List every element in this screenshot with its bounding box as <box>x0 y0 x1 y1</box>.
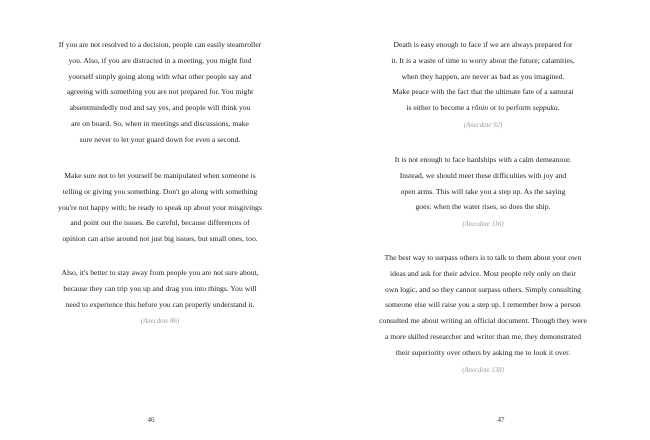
italic-term: rōnin <box>471 103 489 113</box>
text-line: Make peace with the fact that the ultimate fate of a samurai <box>392 87 574 97</box>
page-number: 46 <box>147 416 155 424</box>
text-line: Instead, we should meet these difficulties with joy and <box>399 170 567 180</box>
right-paragraph-1 <box>323 37 643 134</box>
text-line: The best way to surpass others is to talk to them about your own <box>384 253 582 262</box>
text-line: open arms. This will take you a step up. As the saying <box>400 186 566 196</box>
anecdote-reference: (Anecdote 138) <box>462 366 504 374</box>
text-line: are on board. So, when in meetings and discussions, make <box>71 118 249 128</box>
left-paragraph-3 <box>0 265 320 330</box>
text-line: Also, it's better to stay away from people you are not sure about, <box>61 268 259 277</box>
text-line: when they happen, are never as bad as you imagined. <box>401 71 565 81</box>
left-paragraph-2 <box>0 168 320 247</box>
text-line: telling or giving you something. Don't go along with something <box>62 186 258 196</box>
italic-term: seppuku <box>532 103 558 113</box>
text-line: and point out the issues. Be careful, because differences of <box>70 218 250 228</box>
right-paragraph-2 <box>323 152 643 233</box>
text-line: opinion can arise around not just big issues, but small ones, too. <box>62 234 258 244</box>
text-line: Make sure not to let yourself be manipulated when someone is <box>64 171 256 180</box>
anecdote-reference: (Anecdote 86) <box>140 318 180 326</box>
text-line: you. Also, if you are distracted in a meeting, you might find <box>68 55 252 65</box>
text-line: It is not enough to face hardships with a calm demeanour. <box>394 155 572 164</box>
text-line: because they can trip you up and drag you into things. You will <box>63 283 257 293</box>
text-run: . <box>557 103 560 113</box>
text-line: it. It is a waste of time to worry about the future; calamities, <box>391 55 575 65</box>
anecdote-reference: (Anecdote 92) <box>463 121 503 129</box>
anecdote-reference: (Anecdote 116) <box>462 221 504 229</box>
page-number: 47 <box>497 416 505 424</box>
text-line: sure never to let your guard down for even a second. <box>79 134 241 144</box>
text-line: If you are not resolved to a decision, people can easily steamroller <box>58 40 262 49</box>
text-line: agreeing with something you are not prepared for. You might <box>66 87 254 97</box>
text-line: Death is easy enough to face if we are always prepared for <box>393 40 573 49</box>
right-page <box>325 0 650 440</box>
text-line: need to experience this before you can properly understand it. <box>65 299 255 309</box>
text-line: their superiority over others by asking me to look it over. <box>395 347 571 357</box>
text-line: own logic, and so they cannot surpass others. Simply consulting <box>385 284 581 294</box>
text-line: yourself simply going along with what other people say and <box>68 71 252 81</box>
text-line: you're not happy with; be ready to speak up about your misgivings <box>58 202 262 212</box>
left-paragraph-1 <box>0 37 320 148</box>
text-line <box>323 100 643 116</box>
text-run: is either to become a <box>406 103 472 113</box>
right-paragraph-3 <box>323 250 643 378</box>
text-line: goes: when the water rises, so does the ship. <box>415 202 551 212</box>
text-run: or to perform <box>488 103 533 113</box>
text-line: consulted me about writing an official document. Though they were <box>379 316 587 326</box>
text-line: someone else will raise you a step up. I remember how a person <box>385 300 581 310</box>
text-line: a more skilled researcher and writer than me, they demonstrated <box>384 331 582 341</box>
text-line: ideas and ask for their advice. Most people rely only on their <box>390 268 576 278</box>
text-line: absentmindedly nod and say yes, and people will think you <box>69 103 251 113</box>
